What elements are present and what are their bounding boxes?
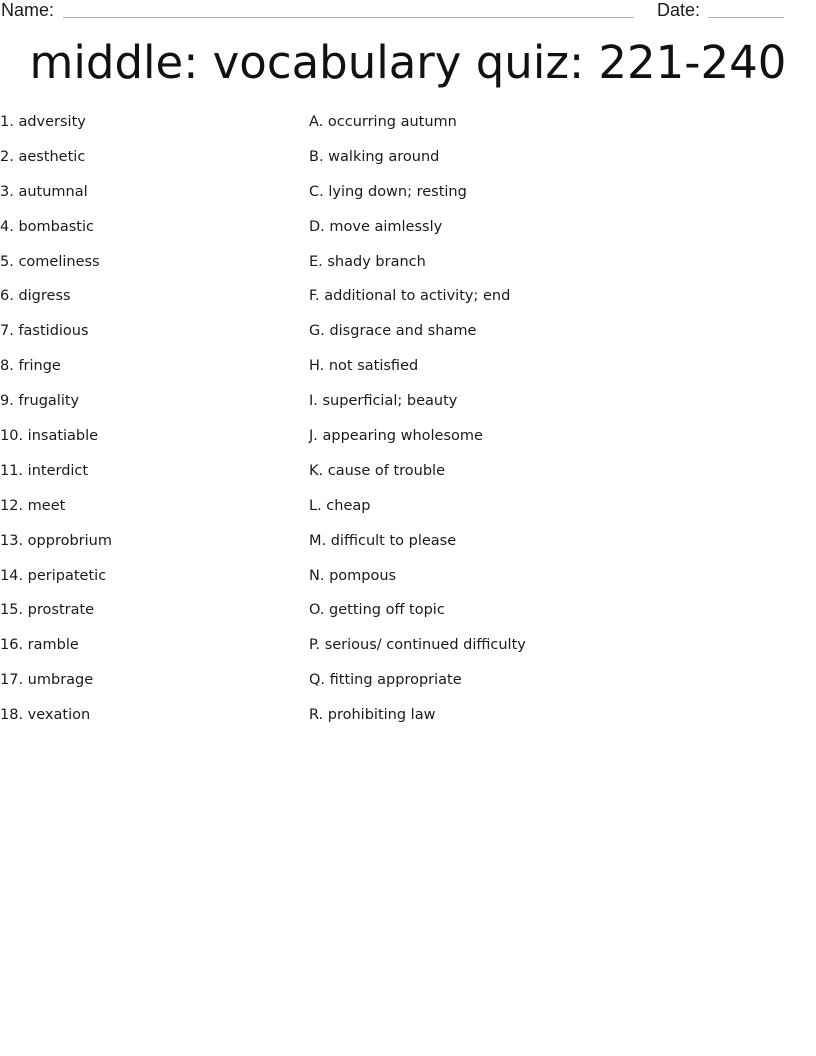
term-item: 18. vexation [0,707,91,724]
definition-item: P. serious/ continued difficulty [309,637,526,654]
definition-item: K. cause of trouble [309,462,445,479]
name-label: Name: [1,0,55,20]
date-label: Date: [657,0,701,20]
definition-item: M. difficult to please [309,532,457,549]
name-date-header [0,0,816,22]
term-item: 14. peripatetic [0,567,107,584]
term-item: 13. opprobrium [0,532,112,549]
definition-item: J. appearing wholesome [309,428,483,445]
definition-item: I. superficial; beauty [309,393,458,410]
term-item: 17. umbrage [0,672,94,689]
term-item: 9. frugality [0,393,80,410]
term-item: 1. adversity [0,114,86,130]
term-item: 8. fringe [0,358,61,375]
term-item: 11. interdict [0,462,89,479]
name-blank-line [63,17,634,18]
definition-item: G. disgrace and shame [309,323,477,340]
definition-item: E. shady branch [309,253,426,270]
quiz-title: middle: vocabulary quiz: 221-240 [29,36,787,89]
definition-item: B. walking around [309,148,440,165]
definition-item: O. getting off topic [309,602,445,619]
term-item: 15. prostrate [0,602,95,619]
definition-item: R. prohibiting law [309,707,436,724]
date-blank-line [708,17,784,18]
term-item: 6. digress [0,288,71,305]
term-item: 16. ramble [0,637,79,654]
term-item: 2. aesthetic [0,148,86,165]
definition-item: A. occurring autumn [309,114,457,130]
term-item: 4. bombastic [0,218,94,235]
definition-item: L. cheap [309,497,371,514]
definition-item: Q. fitting appropriate [309,672,462,689]
definition-item: H. not satisfied [309,358,419,375]
definition-item: N. pompous [309,567,397,584]
term-item: 3. autumnal [0,183,88,200]
term-item: 5. comeliness [0,253,100,270]
definition-item: F. additional to activity; end [309,288,511,305]
definition-item: C. lying down; resting [309,183,467,200]
term-item: 10. insatiable [0,428,99,445]
term-item: 12. meet [0,497,66,514]
definition-item: D. move aimlessly [309,218,443,235]
term-item: 7. fastidious [0,323,89,340]
definitions-list [309,112,789,740]
terms-list [0,112,290,740]
